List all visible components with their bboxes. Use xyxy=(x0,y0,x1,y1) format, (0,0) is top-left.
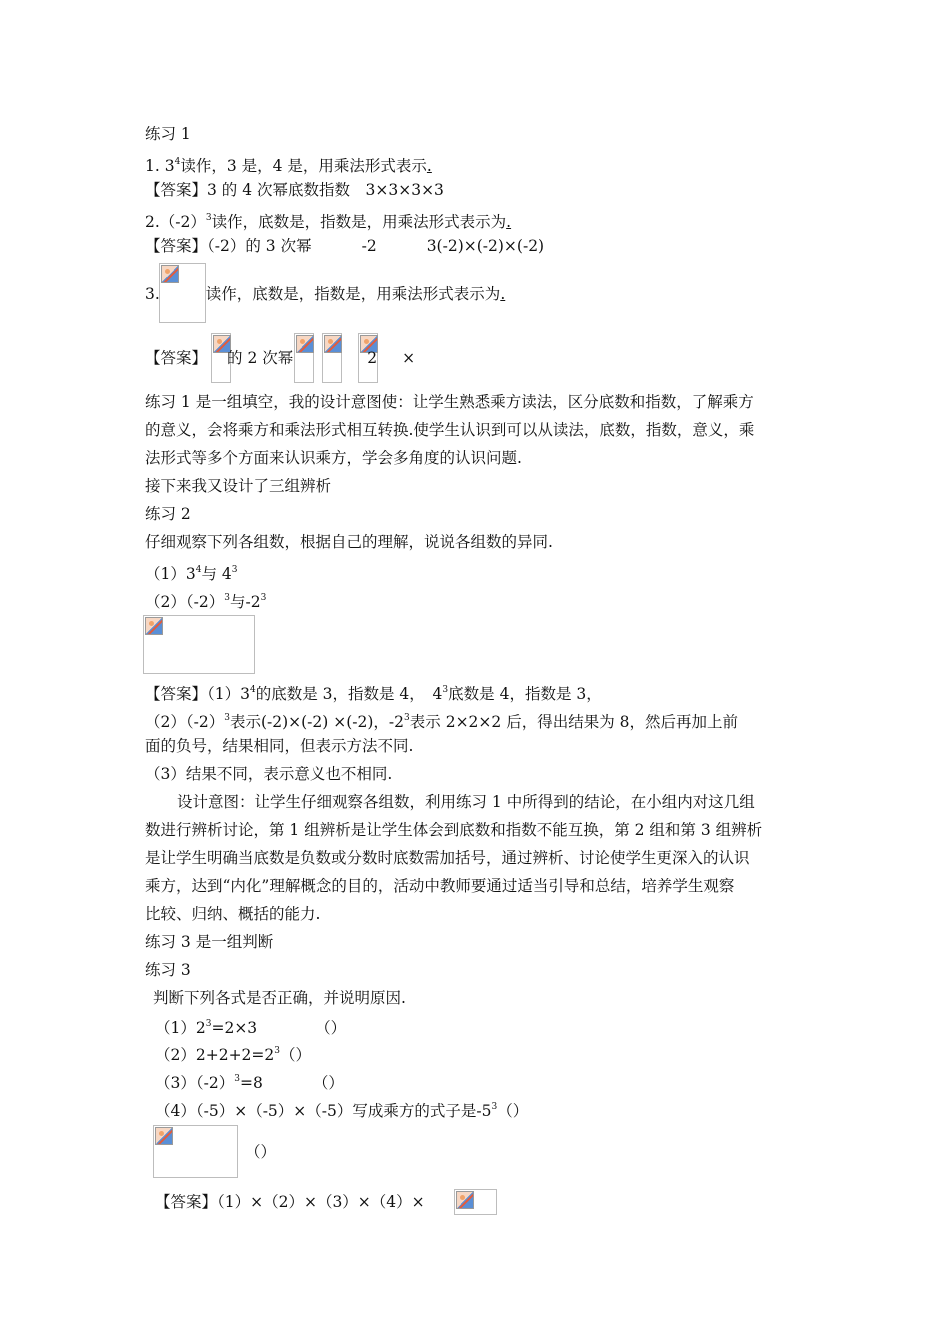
exercise-2-item-2 xyxy=(145,588,266,612)
paragraph-text: 练习 3 是一组判断 xyxy=(145,933,274,951)
q3-blank: . xyxy=(500,285,506,303)
paragraph-text: 接下来我又设计了三组辨析 xyxy=(145,477,332,495)
heading-exercise-1 xyxy=(145,124,191,144)
item-bracket: （） xyxy=(280,1046,312,1064)
paragraph-text: 数进行辨析讨论，第 1 组辨析是让学生体会到底数和指数不能互换，第 2 组和第 3 组辨析 xyxy=(145,821,763,839)
answer-3-times: × xyxy=(402,349,416,367)
answer-exercise-2 xyxy=(145,680,602,704)
item-text: 与-2 xyxy=(229,593,261,611)
q1-prefix: 1. 3 xyxy=(145,157,175,175)
answer-exercise-2-line-3 xyxy=(145,736,413,756)
paragraph-text: 是让学生明确当底数是负数或分数时底数需加括号，通过辨析、讨论使学生更深入的认识 xyxy=(145,849,750,867)
paragraph-line xyxy=(145,392,754,412)
item-text: （1）2 xyxy=(155,1019,206,1037)
answer-2-part-c: 3(-2)×(-2)×(-2) xyxy=(426,237,545,255)
exponent: 3 xyxy=(491,1102,498,1112)
formula-image-placeholder xyxy=(454,1189,497,1215)
paragraph-line xyxy=(145,848,750,868)
answer-exercise-3 xyxy=(155,1192,425,1212)
answer-text: 【答案】（1）3 xyxy=(145,685,250,703)
q2-text: 读作，底数是，指数是，用乘法形式表示为 xyxy=(211,213,507,231)
judge-item-5 xyxy=(245,1142,276,1162)
answer-2-part-b: -2 xyxy=(361,237,377,255)
item-text: （2）2+2+2=2 xyxy=(155,1046,275,1064)
broken-image-icon xyxy=(145,617,163,635)
q3-text: 读作，底数是，指数是，用乘法形式表示为 xyxy=(205,285,501,303)
paragraph-line xyxy=(145,876,734,896)
item-bracket: （） xyxy=(312,1074,344,1092)
paragraph-text: 设计意图：让学生仔细观察各组数，利用练习 1 中所得到的结论，在小组内对这几组 xyxy=(177,793,755,811)
item-text: （3）（-2） xyxy=(155,1074,235,1092)
exponent: 3 xyxy=(205,1019,212,1029)
answer-text: 表示(-2)×(-2) ×(-2)，-2 xyxy=(229,713,405,731)
paragraph-text: 练习 1 是一组填空，我的设计意图使：让学生熟悉乘方读法，区分底数和指数，了解乘方 xyxy=(145,393,754,411)
exponent: 3 xyxy=(234,1074,240,1084)
answer-text: 底数是 4，指数是 3， xyxy=(448,685,602,703)
paragraph-line xyxy=(145,932,273,952)
judge-item-4 xyxy=(155,1097,528,1121)
exponent: 3 xyxy=(260,593,267,603)
answer-3-number: 2 xyxy=(367,349,378,367)
judge-item-3 xyxy=(155,1069,344,1093)
paragraph-line xyxy=(145,420,754,440)
paragraph-line xyxy=(145,532,553,552)
answer-exercise-2-line-4 xyxy=(145,764,392,784)
exponent: 4 xyxy=(195,565,202,575)
answer-2-part-a: 【答案】（-2）的 3 次幂 xyxy=(145,237,312,255)
formula-image-placeholder xyxy=(153,1125,238,1178)
q1-text: 读作，3 是，4 是，用乘法形式表示 xyxy=(180,157,427,175)
heading-text: 练习 3 xyxy=(145,961,191,979)
answer-3-text: 的 2 次幂 xyxy=(227,349,294,367)
item-text: 与 4 xyxy=(201,565,232,583)
answer-exercise-2-line-2 xyxy=(145,708,738,732)
answer-2 xyxy=(145,236,544,256)
answer-3 xyxy=(145,348,415,368)
answer-text: （3）结果不同，表示意义也不相同. xyxy=(145,765,393,783)
paragraph-text: 法形式等多个方面来认识乘方，学会多角度的认识问题. xyxy=(145,449,522,467)
answer-1 xyxy=(145,180,444,200)
item-text: =8 xyxy=(239,1074,263,1092)
question-1 xyxy=(145,152,432,176)
answer-text: 面的负号，结果相同，但表示方法不同. xyxy=(145,737,414,755)
item-text: =2×3 xyxy=(211,1019,258,1037)
answer-text: 的底数是 3，指数是 4， 4 xyxy=(255,685,443,703)
exponent: 3 xyxy=(404,713,410,723)
paragraph-text: 的意义，会将乘方和乘法形式相互转换.使学生认识到可以从读法，底数，指数，意义，乘 xyxy=(145,421,755,439)
item-text: （2）（-2） xyxy=(145,593,225,611)
answer-3-prefix: 【答案】 xyxy=(145,349,208,367)
paragraph-line xyxy=(145,448,522,468)
paragraph-line xyxy=(145,476,331,496)
exponent: 3 xyxy=(224,713,230,723)
exponent: 3 xyxy=(274,1046,281,1056)
exponent: 3 xyxy=(224,593,230,603)
q2-prefix: 2.（-2） xyxy=(145,213,206,231)
broken-image-icon xyxy=(456,1191,474,1209)
paragraph-line xyxy=(145,820,762,840)
exponent: 3 xyxy=(442,685,449,695)
paragraph-text: 判断下列各式是否正确，并说明原因. xyxy=(153,989,406,1007)
item-text: （4）（-5）×（-5）×（-5）写成乘方的式子是-5 xyxy=(155,1102,492,1120)
q1-blank: . xyxy=(426,157,432,175)
answer-text: （2）（-2） xyxy=(145,713,225,731)
item-text: （1）3 xyxy=(145,565,196,583)
broken-image-icon xyxy=(155,1127,173,1145)
answer-text: 表示 2×2×2 后，得出结果为 8，然后再加上前 xyxy=(409,713,738,731)
paragraph-text: 仔细观察下列各组数，根据自己的理解，说说各组数的异同. xyxy=(145,533,553,551)
q2-exponent: 3 xyxy=(205,213,212,223)
judge-item-1 xyxy=(155,1014,346,1038)
exercise-2-item-1 xyxy=(145,560,238,584)
formula-image-placeholder xyxy=(143,615,255,674)
answer-text: 【答案】（1）×（2）×（3）×（4）× xyxy=(155,1193,425,1211)
paragraph-line xyxy=(145,904,320,924)
judge-item-2 xyxy=(155,1041,311,1065)
item-bracket: （） xyxy=(497,1102,529,1120)
item-bracket: （） xyxy=(245,1143,277,1161)
heading-text: 练习 2 xyxy=(145,505,191,523)
item-bracket: （） xyxy=(315,1019,347,1037)
paragraph-line xyxy=(153,988,406,1008)
exponent: 4 xyxy=(249,685,256,695)
answer-1-text: 【答案】3 的 4 次幂底数指数 3×3×3×3 xyxy=(145,181,444,199)
paragraph-text: 乘方，达到“内化”理解概念的目的，活动中教师要通过适当引导和总结，培养学生观察 xyxy=(145,877,735,895)
paragraph-text: 比较、归纳、概括的能力. xyxy=(145,905,321,923)
q1-exponent: 4 xyxy=(174,157,181,167)
q3-prefix: 3. xyxy=(145,285,160,303)
exponent: 3 xyxy=(231,565,238,575)
broken-image-icon xyxy=(161,265,179,283)
heading-text: 练习 1 xyxy=(145,125,191,143)
question-3 xyxy=(145,284,505,304)
heading-exercise-2 xyxy=(145,504,191,524)
heading-exercise-3 xyxy=(145,960,191,980)
paragraph-line xyxy=(177,792,755,812)
question-2 xyxy=(145,208,511,232)
q2-blank: . xyxy=(506,213,512,231)
